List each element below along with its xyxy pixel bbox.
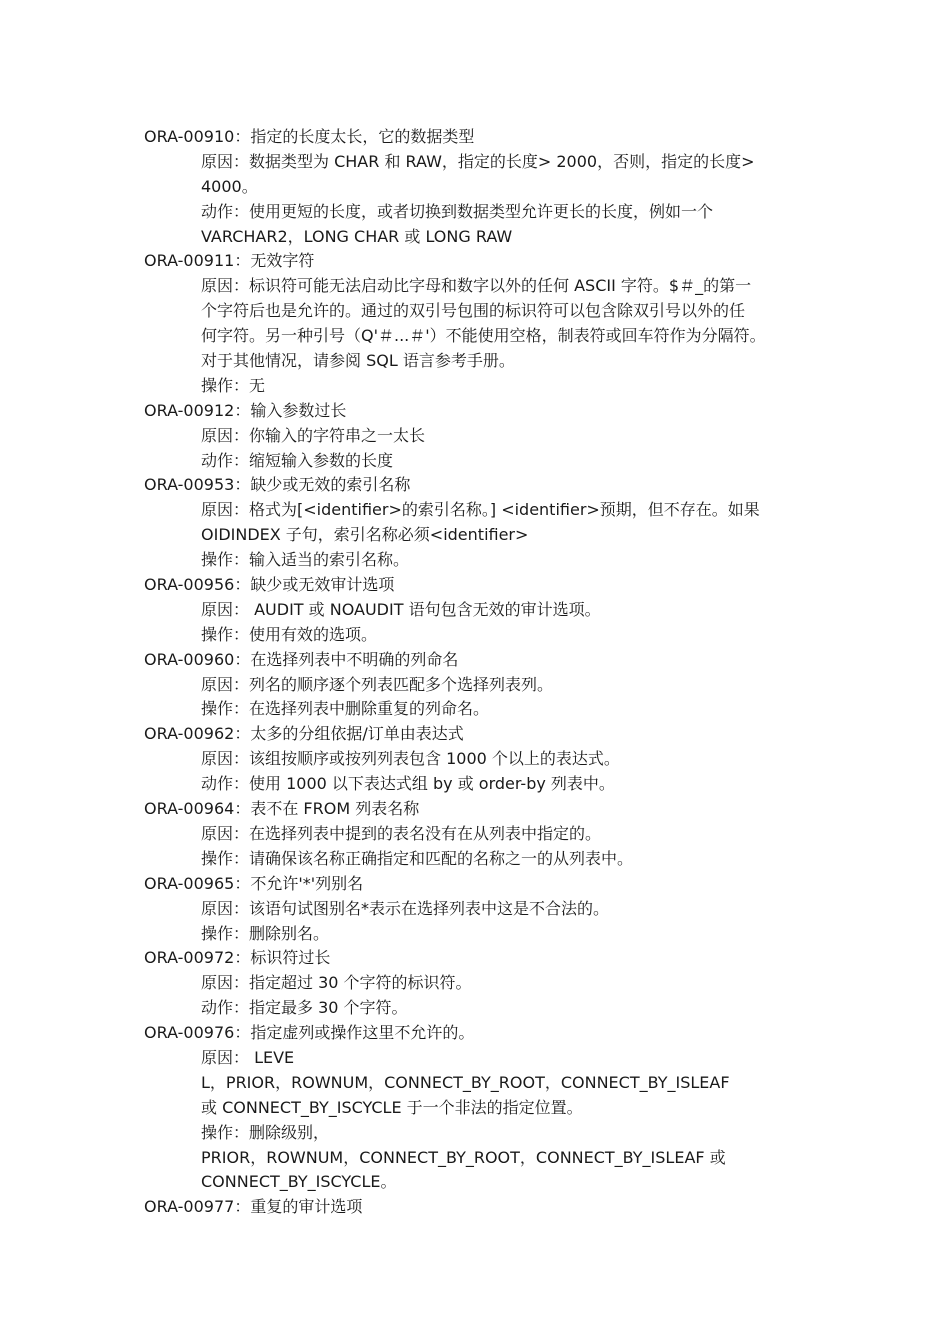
error-detail-line: 原因：数据类型为 CHAR 和 RAW，指定的长度> 2000，否则，指定的长度> [201, 151, 755, 171]
error-detail-line: PRIOR，ROWNUM，CONNECT_BY_ROOT，CONNECT_BY_ISLEAF 或 [201, 1147, 726, 1167]
error-detail-line: 操作：无 [201, 375, 266, 395]
error-detail-line: 原因： AUDIT 或 NOAUDIT 语句包含无效的审计选项。 [201, 599, 601, 619]
error-detail-line: CONNECT_BY_ISCYCLE。 [201, 1172, 397, 1192]
error-detail-line: 操作：在选择列表中删除重复的列命名。 [201, 699, 490, 719]
error-code-heading: ORA-00965：不允许'*'列别名 [144, 873, 364, 893]
error-code-heading: ORA-00910：指定的长度太长，它的数据类型 [144, 127, 475, 146]
error-detail-line: OIDINDEX 子句，索引名称必须<identifier> [201, 525, 529, 545]
error-code-heading: ORA-00977：重复的审计选项 [144, 1197, 363, 1217]
document-body [0, 125, 950, 1220]
error-detail-line: VARCHAR2，LONG CHAR 或 LONG RAW [201, 226, 513, 246]
error-detail-line: L，PRIOR，ROWNUM，CONNECT_BY_ROOT，CONNECT_BY_ISLEAF [201, 1072, 730, 1092]
error-detail-line: 操作：删除级别， [201, 1122, 330, 1142]
error-detail-line: 原因：该语句试图别名*表示在选择列表中这是不合法的。 [201, 898, 610, 918]
error-detail-line: 对于其他情况，请参阅 SQL 语言参考手册。 [201, 351, 515, 371]
error-detail-line: 原因：标识符可能无法启动比字母和数字以外的任何 ASCII 字符。$＃_的第一 [201, 276, 752, 296]
error-code-heading: ORA-00912：输入参数过长 [144, 400, 347, 420]
error-code-heading: ORA-00962：太多的分组依据/订单由表达式 [144, 724, 464, 744]
error-detail-line: 动作：使用更短的长度，或者切换到数据类型允许更长的长度，例如一个 [201, 201, 714, 221]
error-detail-line: 原因：列名的顺序逐个列表匹配多个选择列表列。 [201, 674, 554, 694]
error-detail-line: 操作：请确保该名称正确指定和匹配的名称之一的从列表中。 [201, 848, 634, 868]
error-code-heading: ORA-00964：表不在 FROM 列表名称 [144, 799, 420, 819]
error-detail-line: 原因： LEVE [201, 1047, 295, 1067]
error-detail-line: 动作：指定最多 30 个字符。 [201, 998, 408, 1018]
error-detail-line: 或 CONNECT_BY_ISCYCLE 于一个非法的指定位置。 [201, 1097, 583, 1117]
error-detail-line: 动作：缩短输入参数的长度 [201, 450, 394, 470]
error-code-heading: ORA-00976：指定虚列或操作这里不允许的。 [144, 1023, 475, 1043]
error-detail-line: 原因：你输入的字符串之一太长 [201, 425, 426, 445]
error-detail-line: 个字符后也是允许的。通过的双引号包围的标识符可以包含除双引号以外的任 [201, 301, 746, 321]
error-detail-line: 操作：删除别名。 [201, 923, 330, 943]
error-detail-line: 操作：使用有效的选项。 [201, 624, 378, 644]
error-detail-line: 操作：输入适当的索引名称。 [201, 550, 410, 570]
error-code-heading: ORA-00911：无效字符 [144, 251, 315, 271]
error-code-heading: ORA-00953：缺少或无效的索引名称 [144, 475, 411, 495]
error-code-heading: ORA-00956：缺少或无效审计选项 [144, 575, 395, 595]
error-detail-line: 原因：指定超过 30 个字符的标识符。 [201, 973, 472, 993]
error-detail-line: 4000。 [201, 176, 258, 196]
error-detail-line: 动作：使用 1000 以下表达式组 by 或 order-by 列表中。 [201, 774, 615, 794]
error-detail-line: 何字符。另一种引号（Q'＃...＃'）不能使用空格，制表符或回车符作为分隔符。 [201, 326, 766, 346]
error-code-heading: ORA-00960：在选择列表中不明确的列命名 [144, 649, 459, 669]
error-detail-line: 原因：该组按顺序或按列列表包含 1000 个以上的表达式。 [201, 749, 620, 769]
error-detail-line: 原因：格式为[<identifier>的索引名称。] <identifier>预期，但不存在。如果 [201, 500, 760, 520]
error-detail-line: 原因：在选择列表中提到的表名没有在从列表中指定的。 [201, 823, 602, 843]
error-code-heading: ORA-00972：标识符过长 [144, 948, 331, 968]
